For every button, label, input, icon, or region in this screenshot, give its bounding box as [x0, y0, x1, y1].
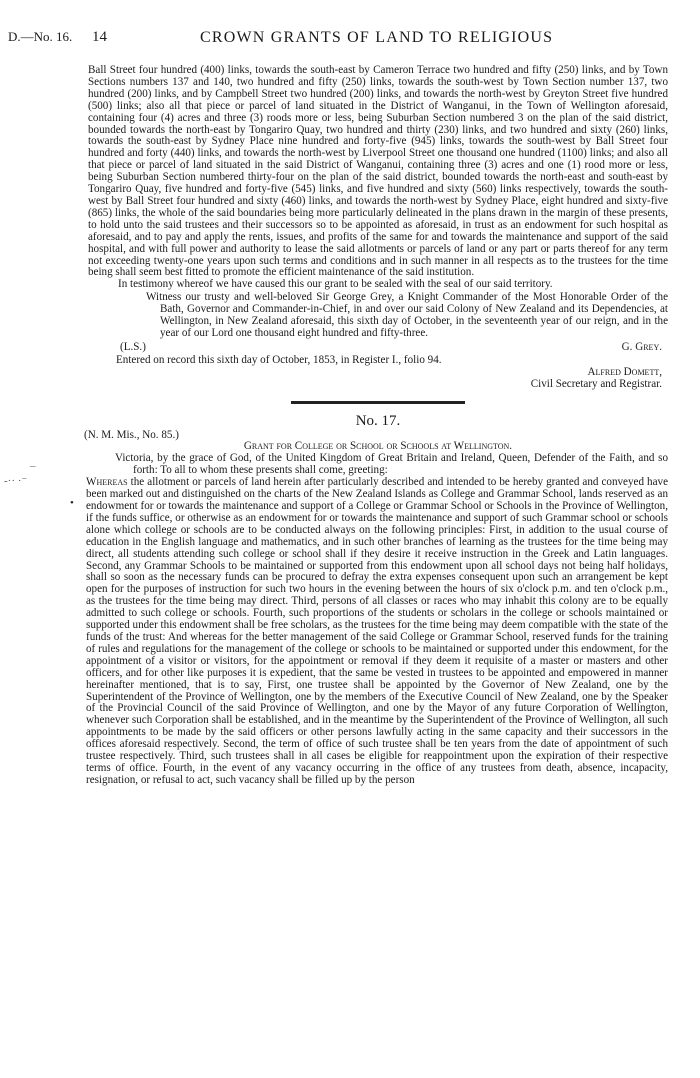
- grant-boundaries-paragraph: Ball Street four hundred (400) links, towards the south-east by Cameron Terrace two hundred and fifty (250) links, and by Town Sections numbers 137 and 140, two hundred and fifty (250) links, towards the south-west by Town Section number 137, two hundred (200) links, and by Campbell Street two hundred (200) links, and towards the north-west by Greyton Street five hundred (500) links; also all that piece or parcel of land situated in the District of Wanganui, in the Town of Wellington aforesaid, containing four (4) acres and three (3) roods more or less, being Suburban Section numbered 3 on the plan of the said district, bounded towards the north-east by Tongariro Quay, two hundred and thirty (230) links, and two hundred and sixty (260) links, towards the south-east by Sydney Place nine hundred and forty-five (945) links, towards the south-west by Ball Street four hundred and forty (440) links, and towards the north-west by Liverpool Street one thousand one hundred (1100) links; and also all that piece or parcel of land situated in the said District of Wanganui, containing three (3) acres and one (1) rood more or less, being Suburban Section numbered thirty-four on the plan of the said district, bounded towards the north-east and south-east by Tongariro Quay, five hundred and forty-five (545) links, and five hundred and sixty (560) links respectively, towards the south-west by Ball Street four hundred and sixty (460) links, and towards the north-west by Sydney Place, eight hundred and sixty-five (865) links, the whole of the said boundaries being more particularly delineated in the plans drawn in the margin of these presents, to hold unto the said trustees and their successors so to be appointed as aforesaid, in trust as an endowment for such hospital as aforesaid, and to pay and apply the rents, issues, and profits of the same for and towards the maintenance and support of the said hospital, and with full power and authority to lease the said allotments or parcels of land or any part or parts thereof for any term not exceeding twenty-one years upon such terms and conditions and in such manner in all respects as to the trustees for the time being shall seem best fitted to promote the efficient maintenance of the said institution.: [88, 64, 668, 279]
- margin-dot: •: [70, 497, 74, 509]
- secretary-name: Alfred Domett,: [587, 365, 662, 378]
- section-number: No. 17.: [355, 412, 401, 429]
- witness-paragraph: Witness our trusty and well-beloved Sir George Grey, a Knight Commander of the Most Honorable Order of the Bath, Governor and Commander-in-Chief, in and over our said Colony of New Zealand and its Dependencies, at Wellington, in New Zealand aforesaid, this sixth day of October, in the seventeenth year of our reign, and in the year of our Lord one thousand eight hundred and fifty-three.: [146, 291, 668, 339]
- testimony-paragraph: In testimony whereof we have caused this our grant to be sealed with the seal of our said territory.: [118, 278, 553, 291]
- signature-line: [88, 342, 668, 355]
- section-divider: [291, 401, 465, 404]
- page-body: [84, 64, 668, 787]
- royal-preamble: Victoria, by the grace of God, of the United Kingdom of Great Britain and Ireland, Queen, Defender of the Faith, and so forth: To all to whom these presents shall come, greeting:: [115, 452, 668, 477]
- margin-mark: -·· ·⁻: [4, 475, 28, 487]
- registration-entry: Entered on record this sixth day of October, 1853, in Register I., folio 94.: [116, 353, 442, 366]
- document-reference: D.—No. 16.: [8, 29, 73, 44]
- margin-mark: –: [30, 460, 36, 472]
- page-header: [0, 29, 700, 51]
- grant-heading: Grant for College or School or Schools at Wellington.: [243, 440, 513, 453]
- seal-mark: (L.S.): [120, 340, 146, 353]
- running-title: CROWN GRANTS OF LAND TO RELIGIOUS: [200, 29, 554, 46]
- governor-signature: G. Grey.: [621, 340, 662, 353]
- page-number: 14: [92, 29, 107, 45]
- whereas-body: the allotment or parcels of land herein after particularly described and intended to be hereby granted and conveyed have been marked out and distinguished on the charts of the New Zealand Islands as College and Grammar School, lands reserved as an endowment for or towards the maintenance and support of a College or Grammar School or Schools in the Province of Wellington, if the funds suffice, or otherwise as an endowment for or towards the maintenance and support of such Grammar school or schools alone which college or schools are to be conducted always on the following principles: First, in addition to the usual course of education in the English language and mathematics, and in such other branches of learning as the trustees for the time being may direct, all students attending such college or school shall if they desire it receive instruction in the Greek and Latin languages. Second, any Grammar Schools to be maintained or supported from this endowment upon all school days not being half holidays, shall so soon as the necessary funds can be procured to defray the extra expenses consequent upon such an arrangement be kept open for the purposes of instruction for such two hours in the evening between the hours of six o'clock p.m. and ten o'clock p.m., as the trustees for the time being may direct. Third, persons of all classes or races who may inhabit this colony are to be equally admitted to such college or schools. Fourth, such proportions of the students or scholars in the college or schools maintained or supported under this endowment shall be free scholars, as the trustees for the time being may deem compatible with the state of the funds of the trust: And whereas for the better management of the said College or Grammar School, reserved funds for the training of rules and regulations for the management of the college or schools to be maintained or supported under this endowment, for the appointment of a visitor or visitors, for the appointment or removal if they deem it requisite of a master or masters and other officers, and for other like purposes it is expedient, that the same be vested in trustees to be appointed and empowered in manner hereinafter mentioned, that is to say, First, one trustee shall be appointed by the Governor of New Zealand, one by the Superintendent of the Province of Wellington, one by the members of the Executive Council of New Zealand, one by the Speaker of the Provincial Council of the said Province of Wellington, and one by the Mayor of any future Corporation of Wellington, whenever such Corporation shall be established, and in the meantime by the Superintendent of the Province of Wellington, all such appointments to be made by the said officers or other persons lawfully acting in the same capacity and their successors in the offices aforesaid respectively. Second, the term of office of such trustee shall be ten years from the date of appointment of such trustee respectively. Third, such trustees shall in all cases be eligible for reappointment upon the expiration of their respective terms of office. Fourth, in the event of any vacancy occurring in the office of any trustees from death, absence, incapacity, resignation, or refusal to act, such vacancy shall be filled up by the person: [86, 476, 668, 786]
- section-reference: (N. M. Mis., No. 85.): [84, 428, 179, 441]
- secretary-title: Civil Secretary and Registrar.: [530, 377, 662, 390]
- whereas-word: Whereas: [86, 476, 128, 489]
- whereas-paragraph: [86, 477, 668, 787]
